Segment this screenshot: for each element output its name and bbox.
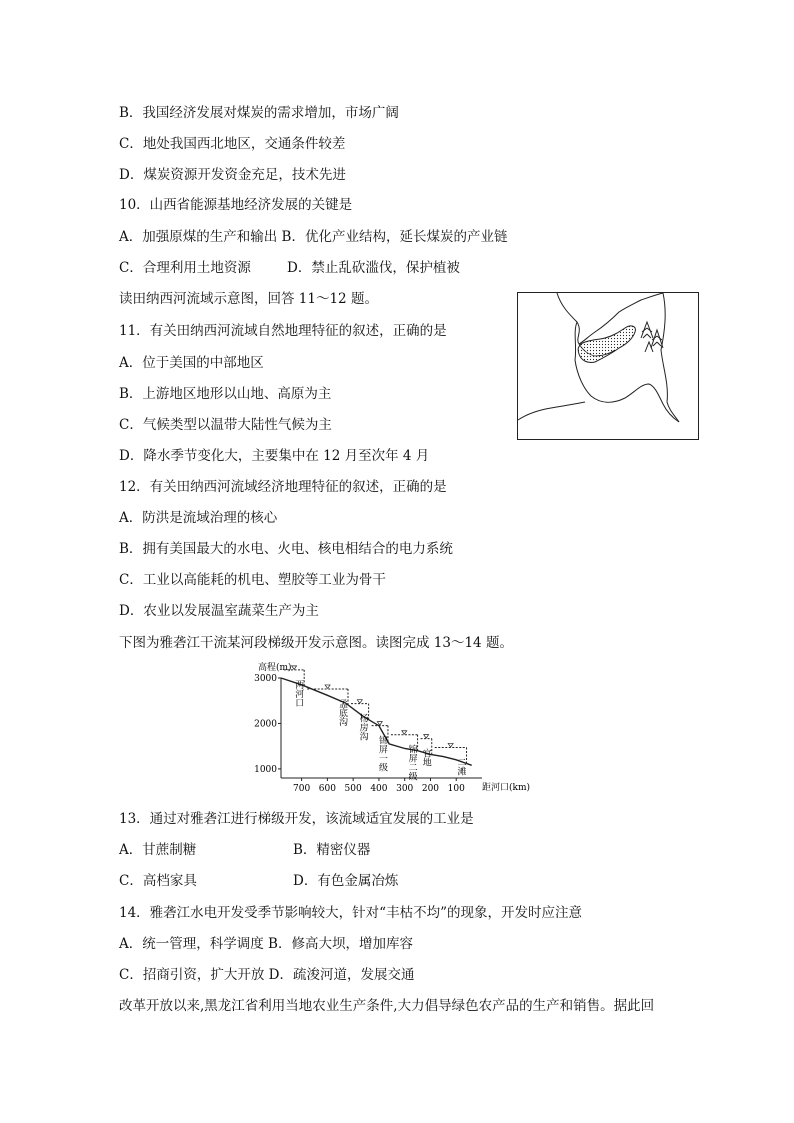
q14-stem: 14．雅砻江水电开发受季节影响较大，针对“丰枯不均”的现象，开发时应注意 <box>119 905 582 921</box>
y-ticks <box>254 674 281 775</box>
x-tick-label: 600 <box>318 784 336 794</box>
station-label: 两河口 <box>293 679 304 707</box>
x-tick-label: 100 <box>447 784 465 794</box>
y-tick-label: 1000 <box>254 764 277 775</box>
tennessee-basin-map <box>517 292 699 440</box>
q12-option-c: C．工业以高能耗的机电、塑胶等工业为骨干 <box>119 572 386 588</box>
station-labels <box>293 680 466 782</box>
water-level-marker <box>325 685 330 689</box>
q11-stem: 11．有关田纳西河流域自然地理特征的叙述，正确的是 <box>119 323 447 339</box>
map-frame <box>518 293 699 440</box>
q13-option-c: C．高档家具 <box>119 873 197 889</box>
map-svg <box>517 292 699 440</box>
x-ticks <box>293 778 465 794</box>
profile-svg <box>250 658 542 800</box>
q10-stem: 10．山西省能源基地经济发展的关键是 <box>119 197 353 213</box>
q9-option-b: B．我国经济发展对煤炭的需求增加，市场广阔 <box>119 105 399 121</box>
station-label: 二滩 <box>455 757 466 776</box>
q13-option-a: A．甘蔗制糖 <box>119 842 197 858</box>
q10-option-d: D．禁止乱砍滥伐，保护植被 <box>287 260 460 276</box>
water-level-marker <box>402 731 407 735</box>
station-label: 杨房沟 <box>357 713 368 741</box>
q12-option-d: D．农业以发展温室蔬菜生产为主 <box>119 603 319 619</box>
x-axis-label: 距河口(km) <box>482 783 531 793</box>
x-tick-label: 500 <box>344 784 362 794</box>
y-tick-label: 2000 <box>254 719 277 730</box>
q13-stem: 13．通过对雅砻江进行梯级开发，该流域适宜发展的工业是 <box>119 811 474 827</box>
intro-11-12: 读田纳西河流域示意图，回答 11～12 题。 <box>119 291 378 307</box>
q11-option-c: C．气候类型以温带大陆性气候为主 <box>119 417 332 433</box>
station-label: 官地 <box>420 748 431 767</box>
station-label: 孟底沟 <box>337 698 347 726</box>
x-tick-label: 700 <box>293 784 311 794</box>
x-tick-label: 200 <box>421 784 440 794</box>
q13-option-b: B．精密仪器 <box>293 842 371 858</box>
station-label: 锦屏二级 <box>406 744 417 781</box>
q13-option-d: D．有色金属冶炼 <box>293 873 399 889</box>
cascade-profile-chart <box>250 658 542 800</box>
q11-option-b: B．上游地区地形以山地、高原为主 <box>119 386 332 402</box>
x-tick-label: 400 <box>370 784 388 794</box>
q9-option-c: C．地处我国西北地区，交通条件较差 <box>119 136 346 152</box>
station-label: 锦屏一级 <box>376 735 387 772</box>
intro-next: 改革开放以来,黑龙江省利用当地农业生产条件,大力倡导绿色农产品的生产和销售。据此回 <box>119 998 655 1014</box>
q10-option-c: C．合理利用土地资源 <box>119 260 251 276</box>
q11-option-d: D．降水季节变化大，主要集中在 12 月至次年 4 月 <box>119 448 430 464</box>
y-tick-label: 3000 <box>254 674 277 684</box>
q14-option-cd: C．招商引资，扩大开放 D．疏浚河道，发展交通 <box>119 967 415 983</box>
q14-option-ab: A．统一管理，科学调度 B．修高大坝，增加库容 <box>119 936 413 952</box>
q11-option-a: A．位于美国的中部地区 <box>119 355 264 371</box>
y-axis-label: 高程(m) <box>258 663 292 673</box>
water-level-marker <box>424 735 429 739</box>
q9-option-d: D．煤炭资源开发资金充足，技术先进 <box>119 167 346 183</box>
x-tick-label: 300 <box>396 784 414 794</box>
q12-option-b: B．拥有美国最大的水电、火电、核电相结合的电力系统 <box>119 541 453 557</box>
q12-stem: 12．有关田纳西河流域经济地理特征的叙述，正确的是 <box>119 479 447 495</box>
water-level-marker <box>357 700 362 704</box>
water-level-marker <box>448 743 453 747</box>
water-level-marker <box>292 666 297 670</box>
q12-option-a: A．防洪是流域治理的核心 <box>119 510 278 526</box>
q10-option-ab: A．加强原煤的生产和输出 B．优化产业结构，延长煤炭的产业链 <box>119 229 508 245</box>
dam-reservoir-steps <box>284 666 467 764</box>
intro-13-14: 下图为雅砻江干流某河段梯级开发示意图。读图完成 13～14 题。 <box>119 635 513 651</box>
